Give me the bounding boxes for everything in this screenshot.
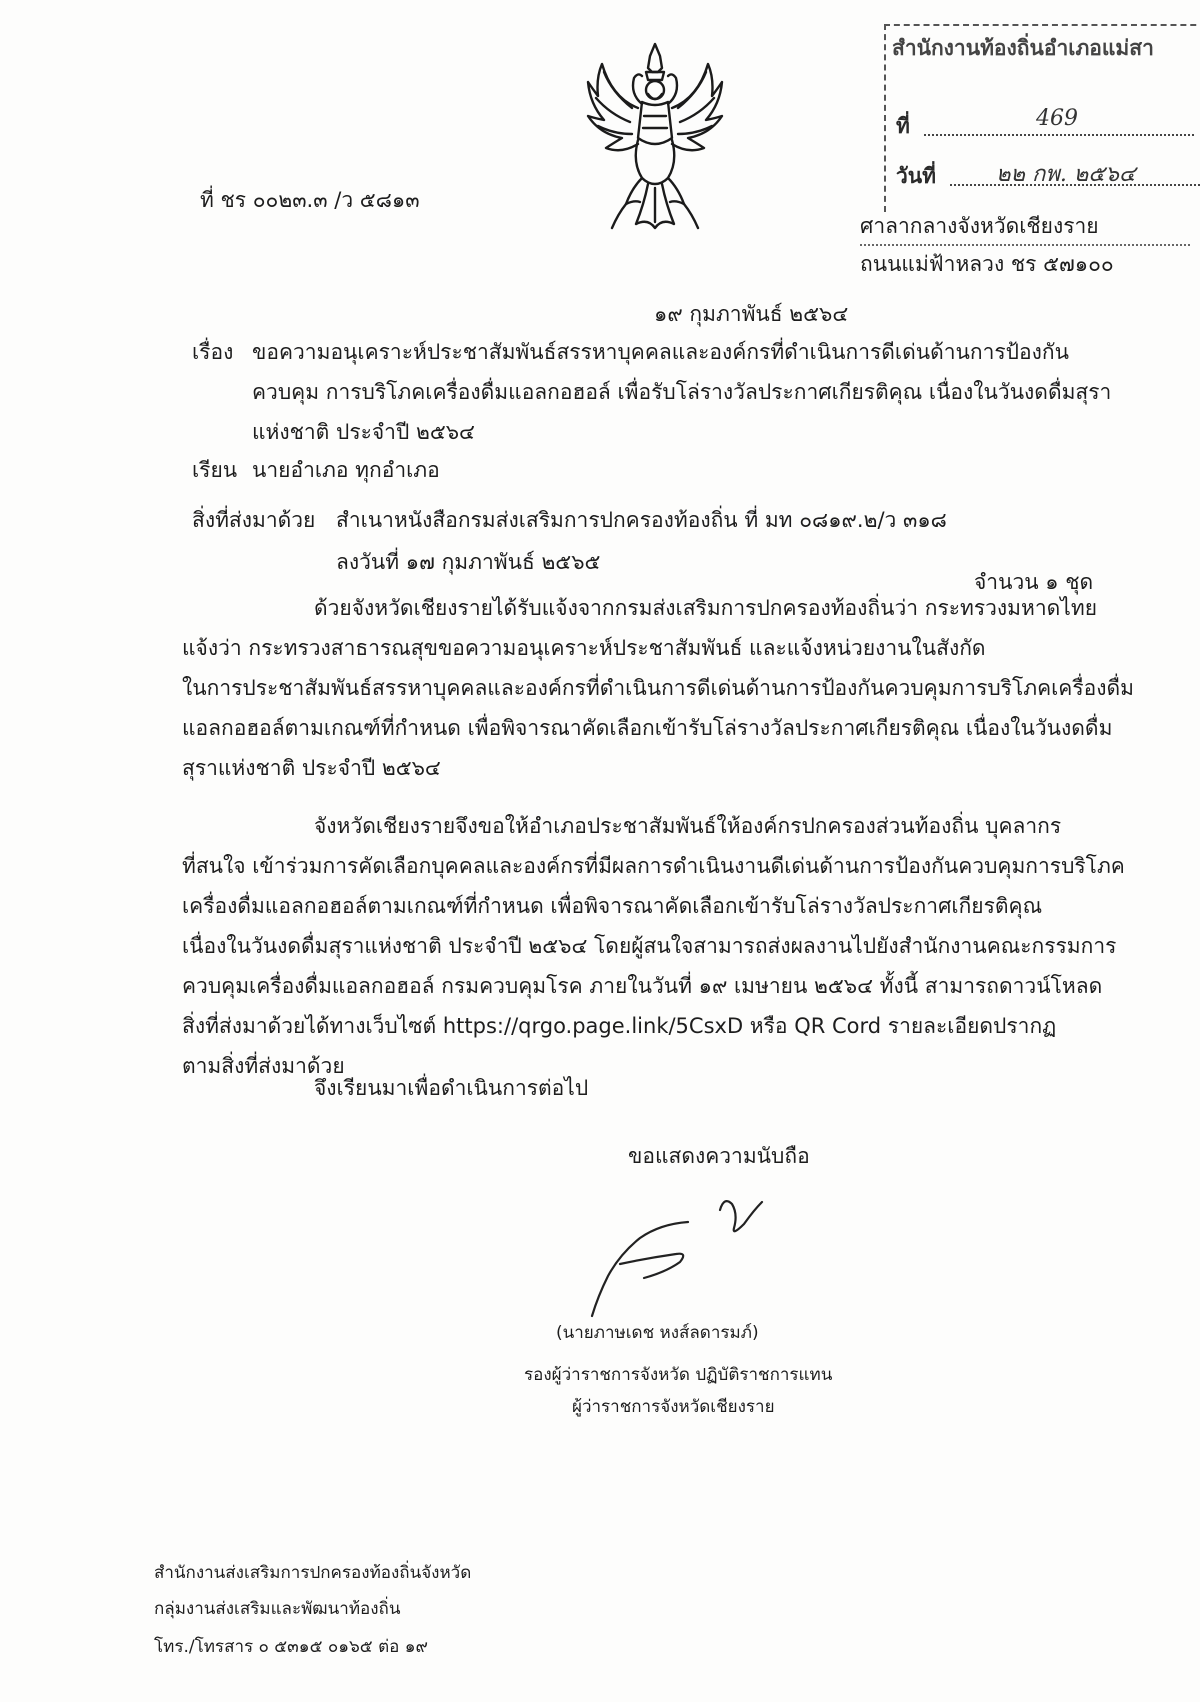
body-paragraph-1 [182,588,1134,788]
body-line: สุราแห่งชาติ ประจำปี ๒๕๖๔ [182,756,441,780]
receiving-stamp [884,24,1200,212]
enclosure-label: สิ่งที่ส่งมาด้วย [192,508,316,532]
sender-address-line1: ศาลากลางจังหวัดเชียงราย [860,214,1099,238]
letter-date: ๑๙ กุมภาพันธ์ ๒๕๖๔ [654,302,849,326]
signatory-title-1: รองผู้ว่าราชการจังหวัด ปฏิบัติราชการแทน [524,1365,833,1385]
body-paragraph-2 [182,806,1125,1086]
body-line: ควบคุมเครื่องดื่มแอลกอฮอล์ กรมควบคุมโรค ภายในวันที่ ๑๙ เมษายน ๒๕๖๔ ทั้งนี้ สามารถดาวน์โหลด [182,974,1103,998]
stamp-no-value: 469 [1036,106,1078,131]
body-line: แจ้งว่า กระทรวงสาธารณสุขขอความอนุเคราะห์ประชาสัมพันธ์ และแจ้งหน่วยงานในสังกัด [182,636,986,660]
body-line: เนื่องในวันงดดื่มสุราแห่งชาติ ประจำปี ๒๕๖๔ โดยผู้สนใจสามารถส่งผลงานไปยังสำนักงานคณะกรรมการ [182,934,1117,958]
signature-icon [548,1188,778,1328]
body-line: จังหวัดเชียงรายจึงขอให้อำเภอประชาสัมพันธ์ให้องค์กรปกครองส่วนท้องถิ่น บุคลากร [314,814,1062,838]
subject-text [252,332,1122,452]
body-line: ด้วยจังหวัดเชียงรายได้รับแจ้งจากกรมส่งเสริมการปกครองท้องถิ่นว่า กระทรวงมหาดไทย [314,596,1097,620]
enclosure-quantity: จำนวน ๑ ชุด [974,570,1094,594]
signatory-title-2: ผู้ว่าราชการจังหวัดเชียงราย [572,1397,775,1417]
body-line: ในการประชาสัมพันธ์สรรหาบุคคลและองค์กรที่ดำเนินการดีเด่นด้านการป้องกันควบคุมการบริโภคเครื่องดื่ม [182,676,1134,700]
subject-line: ขอความอนุเคราะห์ประชาสัมพันธ์สรรหาบุคคลและองค์กรที่ดำเนินการดีเด่นด้านการป้องกัน [252,340,1069,364]
body-line: ตามสิ่งที่ส่งมาด้วย [182,1054,345,1078]
stamp-office: สำนักงานท้องถิ่นอำเภอแม่สา [892,36,1154,60]
subject-label: เรื่อง [192,340,234,364]
subject-line: ควบคุม การบริโภคเครื่องดื่มแอลกอฮอล์ เพื่อรับโล่รางวัลประกาศเกียรติคุณ เนื่องในวันงดดื่มสุรา [252,380,1112,404]
enclosure-line1: สำเนาหนังสือกรมส่งเสริมการปกครองท้องถิ่น ที่ มท ๐๘๑๙.๒/ว ๓๑๘ [336,508,947,532]
closing-sentence: จึงเรียนมาเพื่อดำเนินการต่อไป [314,1076,589,1100]
footer-office: สำนักงานส่งเสริมการปกครองท้องถิ่นจังหวัด [154,1563,472,1583]
complimentary-close: ขอแสดงความนับถือ [628,1144,810,1168]
reference-number: ที่ ชร ๐๐๒๓.๓ /ว ๕๘๑๓ [200,188,420,212]
footer-phone: โทร./โทรสาร ๐ ๕๓๑๕ ๐๑๖๕ ต่อ ๑๙ [154,1637,428,1657]
salutation-recipient: นายอำเภอ ทุกอำเภอ [252,458,440,482]
salutation-label: เรียน [192,458,238,482]
stamp-date-label: วันที่ [896,164,936,188]
garuda-emblem-icon [582,38,728,234]
stamp-date-value: ๒๒ กพ. ๒๕๖๔ [996,162,1136,187]
subject-line: แห่งชาติ ประจำปี ๒๕๖๔ [252,420,475,444]
sender-address-line2: ถนนแม่ฟ้าหลวง ชร ๕๗๑๐๐ [860,252,1114,276]
address-divider [860,244,1190,246]
stamp-no-dots [924,134,1194,136]
enclosure-line2: ลงวันที่ ๑๗ กุมภาพันธ์ ๒๕๖๕ [336,550,601,574]
body-line: แอลกอฮอล์ตามเกณฑ์ที่กำหนด เพื่อพิจารณาคัดเลือกเข้ารับโล่รางวัลประกาศเกียรติคุณ เนื่องในวันงดดื่ม [182,716,1113,740]
body-line: สิ่งที่ส่งมาด้วยได้ทางเว็บไซต์ https://qrgo.page.link/5CsxD หรือ QR Cord รายละเอียดปรากฏ [182,1014,1057,1038]
footer-group: กลุ่มงานส่งเสริมและพัฒนาท้องถิ่น [154,1599,401,1619]
stamp-no-label: ที่ [896,114,910,138]
signatory-name: (นายภาษเดช หงส์ลดารมภ์) [556,1323,759,1343]
body-line: ที่สนใจ เข้าร่วมการคัดเลือกบุคคลและองค์กรที่มีผลการดำเนินงานดีเด่นด้านการป้องกันควบคุมการบริโภค [182,854,1125,878]
body-line: เครื่องดื่มแอลกอฮอล์ตามเกณฑ์ที่กำหนด เพื่อพิจารณาคัดเลือกเข้ารับโล่รางวัลประกาศเกียรติคุณ [182,894,1043,918]
